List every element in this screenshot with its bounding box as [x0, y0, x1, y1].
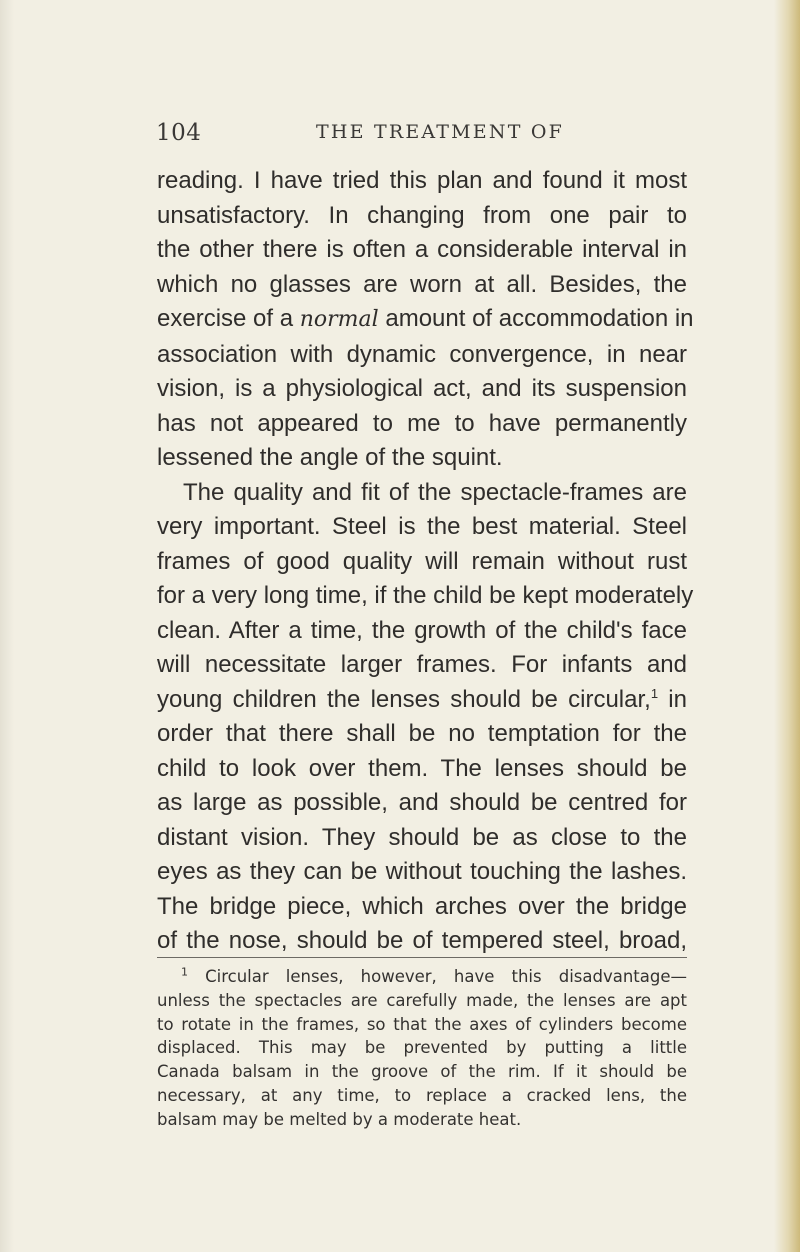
emphasized-word: normal — [299, 307, 379, 332]
footnote-reference: 1 — [650, 685, 659, 701]
text-line: distant vision. They should be as close to the — [157, 823, 687, 851]
text-line: lessened the angle of the squint. — [157, 444, 503, 471]
text-line: will necessitate larger frames. For infants and — [157, 651, 687, 678]
text-line: The bridge piece, which arches over the bridge — [157, 892, 687, 920]
text-line: child to look over them. The lenses should be — [157, 754, 687, 782]
footnote-line: unless the spectacles are carefully made, the lenses are apt — [157, 990, 687, 1010]
page-gutter-shade — [0, 0, 14, 1252]
text-fragment: amount of accommodation in — [378, 305, 694, 332]
text-line: vision, is a physiological act, and its suspension — [157, 375, 687, 402]
text-line: reading. I have tried this plan and found it most — [157, 167, 687, 194]
footnote-line: necessary, at any time, to replace a cracked lens, the — [157, 1085, 687, 1105]
text-fragment: in — [658, 685, 687, 713]
text-line: which no glasses are worn at all. Besides, the — [157, 270, 687, 298]
page-number: 104 — [156, 120, 202, 146]
text-line: the other there is often a considerable interval in — [157, 236, 687, 263]
text-line: association with dynamic convergence, in near — [157, 340, 687, 368]
text-fragment: exercise of a — [157, 305, 300, 332]
page-edge-shade — [774, 0, 800, 1252]
body-text — [157, 164, 694, 959]
footnote — [157, 965, 687, 1132]
text-line: order that there shall be no temptation for the — [157, 720, 687, 747]
text-line — [157, 302, 694, 338]
footnote-marker: 1 — [181, 965, 188, 979]
text-fragment: young children the lenses should be circular, — [157, 685, 651, 713]
text-line: very important. Steel is the best material. Steel — [157, 513, 687, 540]
text-line: has not appeared to me to have permanently — [157, 409, 687, 437]
footnote-line: to rotate in the frames, so that the axes of cylinders become — [157, 1014, 687, 1034]
text-line — [157, 683, 687, 718]
text-line: for a very long time, if the child be kept moderately — [157, 582, 694, 609]
footnote-divider — [157, 957, 687, 958]
text-line: The quality and fit of the spectacle-frames are — [183, 478, 687, 506]
footnote-line — [157, 965, 687, 989]
text-line: eyes as they can be without touching the lashes. — [157, 858, 687, 885]
running-head: THE TREATMENT OF — [316, 121, 564, 143]
text-line: frames of good quality will remain without rust — [157, 547, 687, 575]
footnote-line: Canada balsam in the groove of the rim. If it should be — [157, 1062, 687, 1082]
text-line: clean. After a time, the growth of the child's face — [157, 616, 687, 644]
text-line: as large as possible, and should be centred for — [157, 789, 687, 816]
page-header — [156, 120, 686, 150]
footnote-line: balsam may be melted by a moderate heat. — [157, 1109, 522, 1129]
text-line: of the nose, should be of tempered steel, broad, — [157, 927, 687, 954]
footnote-line: displaced. This may be prevented by putting a little — [157, 1038, 687, 1058]
text-line: unsatisfactory. In changing from one pair to — [157, 201, 687, 229]
text-fragment: Circular lenses, however, have this disadvantage— — [205, 967, 688, 986]
